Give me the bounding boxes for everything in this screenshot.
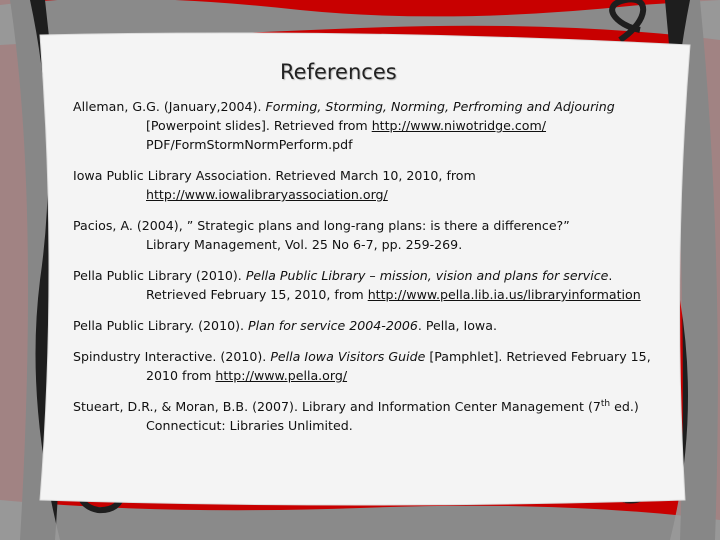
reference-text: Stueart, D.R., & Moran, B.B. (2007). Library and Information Center Management (7 — [73, 399, 601, 414]
reference-link[interactable]: http://www.niwotridge.com/ — [371, 118, 547, 133]
reference-after: ed.) Connecticut: Libraries Unlimited. — [146, 399, 639, 433]
reference-text: Iowa Public Library Association. Retrieved March 10, 2010, from — [73, 168, 476, 183]
reference-spindustry — [73, 347, 673, 385]
reference-author: Alleman, G.G. (January,2004). — [73, 99, 266, 114]
reference-pacios — [73, 216, 673, 254]
reference-author: Pella Public Library. (2010). — [73, 318, 249, 333]
reference-details: [Powerpoint slides]. Retrieved from — [146, 118, 372, 133]
reference-superscript: th — [600, 398, 611, 409]
reference-alleman — [73, 97, 673, 154]
reference-pella-library-mission — [73, 266, 673, 304]
reference-work: Forming, Storming, Norming, Perfroming and Adjouring — [265, 99, 615, 114]
slide-title: References — [280, 60, 397, 84]
reference-after: PDF/FormStormNormPerform.pdf — [146, 137, 353, 152]
reference-line2: Library Management, Vol. 25 No 6-7, pp. 259-269. — [146, 237, 463, 252]
reference-details: . Retrieved February 15, 2010, from — [146, 268, 613, 302]
reference-link[interactable]: http://www.pella.lib.ia.us/libraryinformation — [367, 287, 641, 302]
reference-author: Pella Public Library (2010). — [73, 268, 246, 283]
reference-work: Pella Public Library – mission, vision and plans for service — [245, 268, 609, 283]
reference-work: Pella Iowa Visitors Guide — [270, 349, 426, 364]
reference-stueart — [73, 397, 673, 435]
reference-author: Spindustry Interactive. (2010). — [73, 349, 271, 364]
reference-details: [Pamphlet]. Retrieved February 15, 2010 from — [146, 349, 651, 383]
reference-work: Plan for service 2004-2006 — [248, 318, 418, 333]
reference-pella-plan — [73, 316, 673, 335]
reference-link[interactable]: http://www.pella.org/ — [215, 368, 348, 383]
references-list — [73, 97, 673, 447]
reference-line1: Pacios, A. (2004), ” Strategic plans and long-rang plans: is there a difference?” — [73, 218, 570, 233]
reference-iowa-library — [73, 166, 673, 204]
reference-details: . Pella, Iowa. — [417, 318, 497, 333]
reference-link[interactable]: http://www.iowalibraryassociation.org/ — [146, 187, 388, 202]
